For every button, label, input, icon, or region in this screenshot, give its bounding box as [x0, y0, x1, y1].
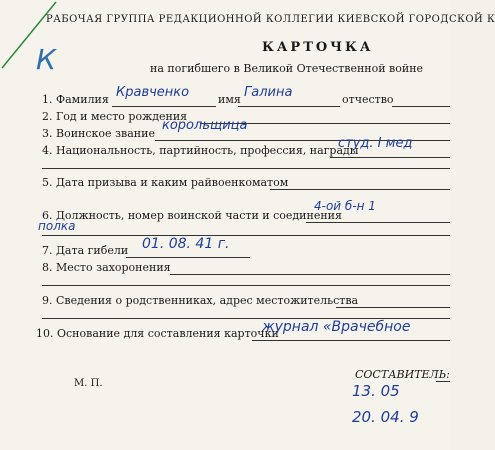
- field-7-line: [126, 257, 250, 258]
- compiler-label: СОСТАВИТЕЛЬ:: [355, 368, 450, 381]
- handwritten-date-2: 20. 04. 9: [352, 408, 419, 426]
- field-6-extra-line: [42, 235, 450, 236]
- field-10-value: журнал «Врачебное: [262, 319, 411, 335]
- field-5-label: 5. Дата призыва и каким райвоенкоматом: [42, 176, 289, 189]
- field-1-surname-line: [112, 106, 216, 107]
- field-6-value: 4-ой б-н 1: [314, 199, 376, 213]
- field-8-line: [170, 274, 450, 275]
- field-10-label: 10. Основание для составления карточки: [36, 327, 279, 340]
- field-4-extra-line: [42, 168, 450, 169]
- field-1-label: 1. Фамилия: [42, 93, 109, 106]
- handwritten-date-1: 13. 05: [352, 382, 400, 400]
- field-6-label: 6. Должность, номер воинской части и соединения: [42, 209, 342, 222]
- field-5-line: [270, 189, 450, 190]
- field-2-label: 2. Год и место рождения: [42, 110, 188, 123]
- field-8-extra-line: [42, 285, 450, 286]
- field-10-line: [252, 340, 450, 341]
- field-1-patronymic-label: отчество: [342, 93, 394, 106]
- field-8-label: 8. Место захоронения: [42, 261, 171, 274]
- field-9-label: 9. Сведения о родственниках, адрес местожительства: [42, 294, 359, 307]
- compiler-line: [436, 381, 450, 382]
- field-1-patronymic-line: [392, 106, 450, 107]
- stamp-place-label: М. П.: [74, 378, 103, 389]
- field-1-surname-value: Кравченко: [116, 85, 190, 100]
- field-4-label: 4. Национальность, партийность, профессия, награды: [42, 144, 359, 157]
- card-subtitle: на погибшего в Великой Отечественной войне: [150, 62, 424, 75]
- card-title: КАРТОЧКА: [262, 40, 374, 55]
- corner-letter-k: К: [36, 43, 56, 76]
- field-1-name-label: имя: [218, 93, 241, 106]
- field-1-firstname-value: Галина: [244, 85, 293, 100]
- field-4-value: студ. І мед: [338, 136, 413, 151]
- field-6-line: [306, 222, 450, 223]
- field-6-value-continued: полка: [38, 219, 76, 233]
- field-4-line: [330, 157, 450, 158]
- field-1-firstname-line: [238, 106, 340, 107]
- field-9-line: [336, 307, 450, 308]
- header-organization: РАБОЧАЯ ГРУППА РЕДАКЦИОННОЙ КОЛЛЕГИИ КИЕВСКОЙ ГОРОДСКОЙ К: [46, 14, 495, 25]
- field-7-label: 7. Дата гибели: [42, 244, 129, 257]
- field-3-label: 3. Воинское звание: [42, 127, 155, 140]
- field-7-value: 01. 08. 41 г.: [142, 236, 230, 252]
- field-3-value: корольщица: [162, 118, 248, 133]
